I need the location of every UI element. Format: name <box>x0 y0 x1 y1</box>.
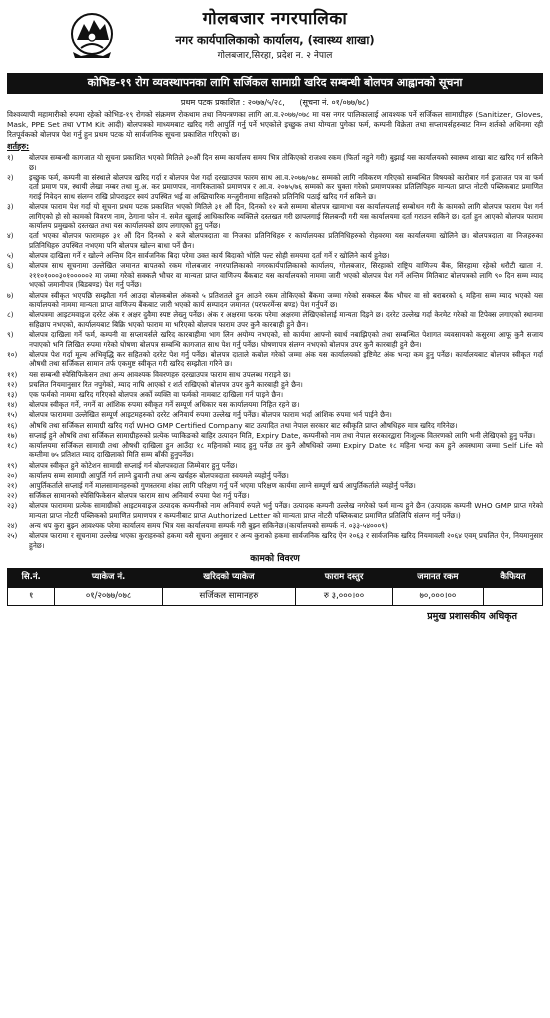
condition-item <box>7 173 543 202</box>
condition-text: बोलपत्र फारामा र सूचनामा उल्लेख भएका कुराहरुको हकमा यसै सूचना अनुसार र अन्य कुराको हकमा सार्वजनिक खरिद ऐन २०६३ र सार्वजनिक खरिद नियमावली २०६४ एवम् प्रचलित ऐन, नियमानुसार हुनेछ। <box>29 531 543 550</box>
condition-text: बोलपत्र साथ सूचनामा उल्लेखित जमानत बापतको रकम गोलबजार नगरपालिकाको नगरकार्यपालिकाको कार्यालय, गोलबजार, सिरहाको राष्ट्रिय वाणिज्य बैंक, सिरहामा रहेको धरौटी खाता नं. २११०१०००३०१०००००२ मा जम्मा गरेको सक्कलै भौचर वा मान्यता प्राप्त वाणिज्य बैंकबाट यस कार्यालयको नाममा जारी भएको बोलपत्र पेश गर्ने अन्तिम मितिबाट बोलपत्रको लागि ९० दिन सम्म म्याद भएको जमानीपत्र (बिडबण्ड) पेश गर्नु पर्नेछ। <box>29 261 543 290</box>
condition-number: २) <box>7 172 14 182</box>
condition-item <box>7 350 543 369</box>
condition-text: एक फर्मको नाममा खरिद गरिएको बोलपत्र अर्को व्यक्ति वा फर्मको नामबाट दाखिला गर्न पाइने छैन। <box>29 390 284 399</box>
intro-paragraph: विश्वव्यापी महामारीको रुपमा रहेको कोभिड-१९ रोगको संक्रमण रोकथाम तथा नियन्त्रणका लागि आ.व.२०७७/०७८ मा यस नगर पालिकालाई आवश्यक पर्ने सर्जिकल सामाग्रीहरु (Sanitizer, Gloves, Mask, PPE Set तथा VTM Kit आदी) बोलपत्रको माध्यमबाट खरिद गरी आपुर्ति गर्नु पर्ने भएकोले इच्छुक तथा योग्यता पुगेका फर्म, कम्पनी विक्रेता तथा सप्लायर्सहरुबाट निम्न शर्तको अधिनमा रही रितपूर्वकको बोलपत्र पेश गर्नु हुन प्रथम पटक यो सार्वजनिक सूचना प्रकाशित गरिएको छ। <box>7 110 543 139</box>
notice-number: (सूचना नं. ०१/०७७/७८) <box>299 97 370 107</box>
condition-number: १५) <box>7 410 18 420</box>
condition-number: २४) <box>7 521 18 531</box>
table-row <box>8 587 543 605</box>
condition-number: ८) <box>7 310 14 320</box>
table-body <box>8 587 543 605</box>
table-cell: रु ३,०००।०० <box>296 587 393 605</box>
condition-item <box>7 481 543 491</box>
dept-name: नगर कार्यपालिकाको कार्यालय, (स्वास्थ्य शाखा) <box>175 32 375 47</box>
table-header-cell: जमानत रकम <box>392 569 483 587</box>
condition-number: ७) <box>7 290 14 300</box>
condition-text: यस सम्बन्धी स्पेसिफिकेसन तथा अन्य आवश्यक विवरणहरु दरखाउपत्र फाराम साथ उपलब्ध गराइने छ। <box>29 369 291 379</box>
condition-number: १४) <box>7 400 18 410</box>
condition-text: दर्ता भएका बोलपत्र फारामहरु ३१ औं दिन दिनको २ बजे बोलपत्रदाता वा निजका प्रतिनिधिहरु र कार्यालयका प्रतिनिधिहरुको रोहवरमा यस कार्यालयमा खोलिने छ। बोलपत्रदाता वा निजहरुका प्रतिनिधिहरु उपस्थित नभएमा पनि बोलपत्र खोल्न बाधा पर्ने छैन। <box>29 231 543 250</box>
condition-text: औषधि तथा सर्जिकल सामाग्री खरिद गर्दा WHO GMP Certified Company बाट उत्पादित तथा नेपाल सरकार बाट स्वीकृति प्राप्त औषधिहरु मात्र खरिद गरिनेछ। <box>29 420 458 430</box>
condition-number: २२) <box>7 491 18 501</box>
table-cell: ७०,०००।०० <box>392 587 483 605</box>
table-header-cell: प्याकेज नं. <box>55 569 162 587</box>
condition-text: अन्य थप कुरा बुझ्न आवश्यक परेमा कार्यालय समय भित्र यस कार्यालयमा सम्पर्क गरी बुझ्न सकिनेछ।(कार्यालयको सम्पर्क नं. ०३३-५४०००९) <box>29 521 388 531</box>
condition-text: बोलपत्र सम्बन्धी कागजात यो सूचना प्रकाशित भएको मितिले ३०औं दिन सम्म कार्यालय समय भित्र तोकिएको राजश्व रकम (फिर्ता नहुने गरी) बुझाई यस कार्यालयको स्वास्थ्य शाखा बाट खरिद गर्न सकिने छ। <box>29 153 543 172</box>
condition-number: १०) <box>7 349 18 359</box>
notice-header <box>7 8 543 72</box>
condition-text: प्रचलित नियमानुसार रित नपुगेको, म्याद नाघि आएको र शर्त राखिएको बोलपत्र उपर कुनै कारबाही हुने छैन। <box>29 379 303 389</box>
table-cell: सर्जिकल सामानहरु <box>162 587 295 605</box>
condition-number: ६) <box>7 261 14 271</box>
condition-text: बोलपत्र स्वीकृत भएपछि सम्झौता गर्न आउदा बोलकबोल अंकको ५ प्रतिशतले हुन आउने रकम तोकिएको बैंकमा जम्मा गरेको सक्कल बैंक भौचर वा सो बराबरको ६ महिना सम्म म्याद भएको यस कार्यालयको नाममा मान्यता प्राप्त वाणिज्य बैंकबाट जारी भएको कार्य सम्पादन जमानत (परफरर्मेन्स बण्ड) पेश गर्नुपर्ने छ। <box>29 290 543 310</box>
condition-item <box>7 441 543 460</box>
nepal-emblem-icon <box>69 10 115 60</box>
signature-title: प्रमुख प्रशासकीय अधिकृत <box>427 610 517 622</box>
condition-item <box>7 380 543 390</box>
condition-number: १२) <box>7 379 18 389</box>
condition-item <box>7 461 543 471</box>
condition-item <box>7 231 543 250</box>
condition-text: आपुर्तिकर्ताले सप्लाई गर्ने मालसामानहरुको गुणस्तरमा शंका लागि परिक्षण गर्नु पर्ने भएमा परिक्षण कार्यमा लाग्ने सम्पूर्ण खर्च आपुर्तिकर्ताले व्यहोर्नु पर्नेछ। <box>29 480 416 490</box>
condition-number: ९) <box>7 330 14 340</box>
condition-text: बोलपत्र स्वीकृत हुने कोटेशन सामाग्री सप्लाई गर्न बोलपत्रदाता जिम्मेवार हुनु पर्नेछ। <box>29 460 238 470</box>
table-header-row <box>8 569 543 587</box>
condition-number: २०) <box>7 470 18 480</box>
condition-number: १६) <box>7 420 18 430</box>
table-cell: १ <box>8 587 55 605</box>
condition-item <box>7 521 543 531</box>
publication-line <box>7 98 543 109</box>
condition-text: कार्यालयमा सर्जिकल सामाग्री तथा औषधी दाखिला हुन आउँदा १८ महिनाको म्याद हुनु पर्नेछ तर कुनै औषधिको जम्मा Expiry Date १८ महिना भन्दा कम हुने अवस्थामा जम्मा Self Life को कम्तीमा ७५ प्रतिशत म्याद दाखिलाको मिति सम्म बाँकी हुनुपर्नेछ। <box>29 440 543 460</box>
conditions-heading: शर्तहरु: <box>7 141 30 151</box>
table-cell: ०१/२०७७/०७८ <box>55 587 162 605</box>
table-cell <box>483 587 542 605</box>
condition-number: २३) <box>7 501 18 511</box>
condition-number: १९) <box>7 460 18 470</box>
table-header-cell: फाराम दस्तुर <box>296 569 393 587</box>
condition-item <box>7 261 543 290</box>
condition-text: बोलपत्र पेश गर्दा मूल्य अभिवृद्धि कर सहितको दररेट पेश गर्नु पर्नेछ। बोलपत्र दाताले कबोल गरेको जम्मा अंक यस कार्यालयको इष्टिमेट अंक भन्दा कम हुनु पर्नेछ। कार्यालयबाट बोलपत्र स्वीकृत गर्दा औषधी तथा सर्जिकल सामान तर्फ एकमुष्ट स्वीकृत गरी खरिद सम्झौता गरिने छ। <box>29 349 543 369</box>
work-details-table <box>7 568 543 606</box>
condition-item <box>7 390 543 400</box>
condition-item <box>7 471 543 481</box>
condition-text: बोलपत्र फाराममा प्रत्येक सामाग्रीको आइटमवाइज उत्पादक कम्पनीको नाम अनिवार्य रुपले भर्नु पर्नेछ। उत्पादक कम्पनी उल्लेख नगरेको फर्म मान्य हुने छैन (उत्पादक कम्पनी WHO GMP प्राप्त गरेको मान्यता प्राप्त नोटरी पब्लिकको प्रमाणित प्रमाणपत्र र कम्पनीबाट प्राप्त Authorized Letter को मान्यता प्राप्त नोटरी पब्लिकबाट प्रमाणित प्रतिलिपि संलग्न गर्नु पर्नेछ।) <box>29 501 543 520</box>
condition-item <box>7 501 543 520</box>
condition-number: ३) <box>7 202 14 212</box>
condition-text: बोलपत्र दाखिला गर्ने र खोल्ने अन्तिम दिन सार्वजनिक बिदा परेमा उक्त कार्य बिदाको भोलि पल्ट सोही समयमा दर्ता गर्ने र खोलिने कार्य हुनेछ। <box>29 251 390 261</box>
condition-number: १) <box>7 153 14 162</box>
condition-number: १७) <box>7 430 18 440</box>
notice-title: कोभिड-१९ रोग व्यवस्थापनका लागि सर्जिकल सामाग्री खरिद सम्बन्धी बोलपत्र आह्वानको सूचना <box>7 73 543 94</box>
publication-date: प्रथम पटक प्रकाशित : २०७७/५/२८, <box>180 97 285 107</box>
condition-text: बोलपत्र फाराम पेश गर्दा यो सूचना प्रथम पटक प्रकाशित भएको मितिले ३१ औं दिन, दिनको १२ बजे सम्ममा बोलपत्र खामाभा यस कार्यालयलाई सम्बोधन गरी के कामको लागि बोलपत्र फाराम पेश गर्न लागिएको हो सो कामको विवरण नाम, ठेगाना फोन नं. समेत खुलाई आधिकारिक व्यक्तिले दस्तखत गरी छापलगाई सिलबन्दी गरी यस कार्यालयमा दर्ता गराउन सकिने छ। दर्ता हुन आएको बोलपत्र फाराम कार्यालय प्रमुखको दस्तखत तथा यस कार्यालयको छाप लगाएको हुनु पर्नेछ। <box>29 202 543 231</box>
condition-item <box>7 251 543 261</box>
condition-number: ११) <box>7 369 18 379</box>
condition-item <box>7 202 543 231</box>
condition-item <box>7 400 543 410</box>
condition-item <box>7 421 543 431</box>
condition-text: बोलपत्रमा आइटमवाइज दररेट अंक र अक्षर दुवैमा स्पष्ट लेख्नु पर्नेछ। अंक र अक्षरमा फरक परेमा अक्षरमा लेखिएकोलाई मान्यता दिइने छ। दररेट उल्लेख गर्दा केरमेट गरेको वा टिपेक्स लगाएको स्थानमा सहिछाप नभएको, कार्यालयबाट बिक्रि भएको फाराम मा भरिएको बोलपत्र फाराम उपर कुनै कारबाही हुने छैन। <box>29 310 543 329</box>
condition-number: २१) <box>7 480 18 490</box>
condition-item <box>7 153 543 172</box>
condition-text: बोलपत्र फाराममा उल्लेखित सम्पूर्ण आइटमहरुको दररेट अनिवार्य रुपमा उल्लेख गर्नु पर्नेछ। बोलपत्र फाराम भर्दा आंशिक रुपमा भर्न पाईने छैन। <box>29 410 392 420</box>
condition-number: २५) <box>7 531 18 541</box>
condition-item <box>7 291 543 310</box>
condition-number: ४) <box>7 231 14 241</box>
condition-text: इच्छुक फर्म, कम्पनी वा संस्थाले बोलपत्र खरिद गर्दा र बोलपत्र पेश गर्दा दरखाउपत्र फारम साथ आ.व.२०७७/०७८ सम्मको लागि नविकरण गरिएको सम्बन्धित विषयको कारोबार गर्न इजाजत पत्र वा फर्म दर्ता प्रमाण पत्र, स्थायी लेखा नम्बर तथा मु.अ. कर प्रमाणपत्र, नागरिकताको प्रमाणपत्र र आ.व. २०७५/७६ सम्मको कर चुक्ता गरेको प्रमाणपत्रका प्रतिलिपिहरु मान्यता प्राप्त नोटरी पब्लिकबाट प्रमाणित गराई निवेदन साथ संलग्न राखि प्रोपराइटर स्वयं उपस्थित भई वा अख्तियारिक मन्जुरीनामा सहितको प्रतिनिधि पठाई खरिद गर्न सकिने छ। <box>29 172 543 201</box>
work-details-heading: कामको विवरण <box>250 554 300 565</box>
condition-text: बोलपत्र स्वीकृत गर्ने, नगर्ने वा आंशिक रुपमा स्वीकृत गर्ने सम्पूर्ण अधिकार यस कार्यालयमा निहित रहने छ। <box>29 400 300 410</box>
condition-text: सर्जिकल सामानको स्पेसिफिकेसन बोलपत्र फाराम साथ अनिवार्य रुपमा पेश गर्नु पर्नेछ। <box>29 491 250 501</box>
table-header-cell: कैफियत <box>483 569 542 587</box>
condition-text: सप्लाई हुने औषधि तथा सर्जिकल सामाग्रीहरुको प्रत्येक प्याकिङको बाहिर उत्पादन मिति, Expiry Date, कम्पनीको नाम तथा नेपाल सरकारद्वारा निःशुल्क वितरणको लागि भनी लेखिएको हुनु पर्नेछ। <box>29 430 536 440</box>
condition-item <box>7 370 543 380</box>
condition-text: बोलपत्र दाखिला गर्ने फर्म, कम्पनी वा सप्लायर्सले खरिद कारबाहीमा भाग लिन अयोग्य नभएको, सो कार्यमा आफ्नो स्वार्थ नबाझिएको तथा सम्बन्धित पेशागत व्यवसायको कसुरमा आफू कुनै सजाय नपाएको भनि लिखित रुपमा गरेको घोषणा बोलपत्र सम्बन्धि कागजात साथ पेश गर्नु पर्नेछ। घोषणापत्र संलग्न नभएको बोलपत्र उपर कुनै कारबाही हुने छैन। <box>29 330 543 349</box>
condition-item <box>7 310 543 329</box>
condition-item <box>7 531 543 550</box>
condition-item <box>7 330 543 349</box>
condition-item <box>7 491 543 501</box>
condition-number: ५) <box>7 251 14 261</box>
conditions-list <box>7 153 543 550</box>
condition-text: कार्यालय सम्म सामाग्री आपुर्ति गर्न लाग्ने ढुवानी तथा अन्य खर्चहरु बोलपत्रदाता स्वयमले व्यहोर्नु पर्नेछ। <box>29 470 289 480</box>
table-header-cell: सि.नं. <box>8 569 55 587</box>
table-header-cell: खरिदको प्याकेज <box>162 569 295 587</box>
condition-item <box>7 431 543 441</box>
condition-number: १८) <box>7 440 18 450</box>
condition-item <box>7 410 543 420</box>
condition-number: १३) <box>7 390 18 399</box>
office-address: गोलबजार,सिरहा, प्रदेश न. २ नेपाल <box>217 50 333 61</box>
org-name: गोलबजार नगरपालिका <box>202 9 348 29</box>
